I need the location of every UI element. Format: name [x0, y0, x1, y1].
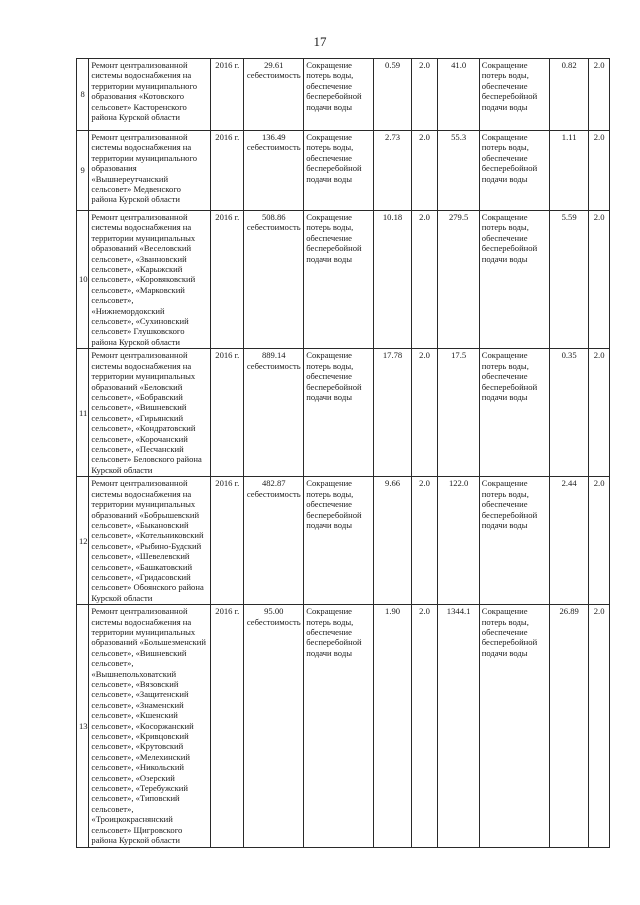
effect-cell: Сокращение потерь воды, обеспечение бесперебойной подачи воды [479, 131, 549, 211]
cost-cell [244, 477, 304, 605]
year-cell: 2016 г. [211, 131, 244, 211]
table-row [77, 131, 610, 211]
cost-label: себестоимость [246, 616, 301, 627]
value-cell: 5.59 [550, 211, 589, 349]
page-number: 17 [313, 34, 327, 49]
effect-cell: Сокращение потерь воды, обеспечение бесперебойной подачи воды [479, 59, 549, 131]
cost-label: себестоимость [246, 70, 301, 81]
row-number: 12 [77, 477, 89, 605]
effect-cell: Сокращение потерь воды, обеспечение бесперебойной подачи воды [304, 211, 374, 349]
value-cell: 1.11 [550, 131, 589, 211]
effect-cell: Сокращение потерь воды, обеспечение бесперебойной подачи воды [304, 131, 374, 211]
value-cell: 10.18 [374, 211, 411, 349]
cost-label: себестоимость [246, 488, 301, 499]
table-row [77, 605, 610, 847]
cost-label: себестоимость [246, 222, 301, 233]
effect-cell: Сокращение потерь воды, обеспечение бесперебойной подачи воды [479, 605, 549, 847]
effect-cell: Сокращение потерь воды, обеспечение бесперебойной подачи воды [304, 349, 374, 477]
cost-cell [244, 131, 304, 211]
value-cell: 2.0 [589, 131, 610, 211]
value-cell: 55.3 [438, 131, 479, 211]
value-cell: 2.0 [411, 59, 438, 131]
value-cell: 2.0 [411, 605, 438, 847]
value-cell: 2.0 [589, 59, 610, 131]
table-row [77, 211, 610, 349]
value-cell: 2.0 [589, 477, 610, 605]
value-cell: 0.35 [550, 349, 589, 477]
table-row [77, 59, 610, 131]
row-number: 13 [77, 605, 89, 847]
object-name: Ремонт централизованной системы водоснабжения на территории муниципальных образований «Бобрышевский сельсовет», «Быкановский сельсовет», «Котельниковский сельсовет», «Рыбино-Будский сельсовет», «Шевелевский сельсовет», «Башкатовский сельсовет», «Гридасовский сельсовет» Обоянского района Курской области [89, 477, 211, 605]
value-cell: 41.0 [438, 59, 479, 131]
object-name: Ремонт централизованной системы водоснабжения на территории муниципальных образований «Веселовский сельсовет», «Званновский сельсовет», «Карыжский сельсовет», «Коровяковский сельсовет», «Марковский сельсовет», «Нижнемордокский сельсовет», «Сухиновский сельсовет» Глушковского района Курской области [89, 211, 211, 349]
cost-cell [244, 211, 304, 349]
cost-cell [244, 605, 304, 847]
value-cell: 2.0 [411, 211, 438, 349]
value-cell: 2.0 [589, 605, 610, 847]
value-cell: 17.78 [374, 349, 411, 477]
cost-label: себестоимость [246, 360, 301, 371]
year-cell: 2016 г. [211, 477, 244, 605]
cost-value: 508.86 [261, 212, 286, 222]
row-number: 8 [77, 59, 89, 131]
value-cell: 2.0 [589, 349, 610, 477]
value-cell: 0.59 [374, 59, 411, 131]
table-row [77, 349, 610, 477]
object-name: Ремонт централизованной системы водоснабжения на территории муниципального образования «Котовского сельсовет» Касторенского района Курской области [89, 59, 211, 131]
value-cell: 0.82 [550, 59, 589, 131]
cost-value: 889.14 [261, 350, 286, 361]
row-number: 10 [77, 211, 89, 349]
row-number: 9 [77, 131, 89, 211]
value-cell: 2.0 [411, 349, 438, 477]
value-cell: 1.90 [374, 605, 411, 847]
value-cell: 26.89 [550, 605, 589, 847]
cost-label: себестоимость [246, 142, 301, 153]
object-name: Ремонт централизованной системы водоснабжения на территории муниципальных образований «Большезменский сельсовет», «Вишневский сельсовет», «Вышнепольховатский сельсовет», «Вязовский сельсовет», «Защитенский сельсовет», «Знаменский сельсовет», «Кшенский сельсовет», «Косоржанский сельсовет», «Кривцовский сельсовет», «Крутовский сельсовет», «Мелехинский сельсовет», «Никольский сельсовет», «Озерский сельсовет», «Теребужский сельсовет», «Типовский сельсовет», «Троицкокраснянский сельсовет» Щигровского района Курской области [89, 605, 211, 847]
table-row [77, 477, 610, 605]
value-cell: 122.0 [438, 477, 479, 605]
value-cell: 2.0 [411, 477, 438, 605]
year-cell: 2016 г. [211, 349, 244, 477]
cost-cell [244, 349, 304, 477]
object-name: Ремонт централизованной системы водоснабжения на территории муниципального образования «Вышнереутчанский сельсовет» Медвенского района Курской области [89, 131, 211, 211]
cost-value: 482.87 [261, 478, 286, 489]
effect-cell: Сокращение потерь воды, обеспечение бесперебойной подачи воды [304, 59, 374, 131]
effect-cell: Сокращение потерь воды, обеспечение бесперебойной подачи воды [304, 477, 374, 605]
value-cell: 17.5 [438, 349, 479, 477]
value-cell: 9.66 [374, 477, 411, 605]
effect-cell: Сокращение потерь воды, обеспечение бесперебойной подачи воды [479, 211, 549, 349]
year-cell: 2016 г. [211, 59, 244, 131]
effect-cell: Сокращение потерь воды, обеспечение бесперебойной подачи воды [479, 477, 549, 605]
cost-cell [244, 59, 304, 131]
value-cell: 2.0 [589, 211, 610, 349]
cost-value: 29.61 [264, 60, 284, 70]
value-cell: 2.73 [374, 131, 411, 211]
row-number: 11 [77, 349, 89, 477]
cost-value: 95.00 [264, 606, 284, 617]
value-cell: 279.5 [438, 211, 479, 349]
value-cell: 1344.1 [438, 605, 479, 847]
year-cell: 2016 г. [211, 211, 244, 349]
year-cell: 2016 г. [211, 605, 244, 847]
object-name: Ремонт централизованной системы водоснабжения на территории муниципальных образований «Беловский сельсовет», «Бобравский сельсовет», «Вишневский сельсовет», «Гирьянский сельсовет», «Кондратовский сельсовет», «Корочанский сельсовет», «Песчанский сельсовет» Беловского района Курской области [89, 349, 211, 477]
effect-cell: Сокращение потерь воды, обеспечение бесперебойной подачи воды [479, 349, 549, 477]
investment-table [76, 58, 610, 848]
cost-value: 136.49 [261, 132, 286, 142]
value-cell: 2.0 [411, 131, 438, 211]
effect-cell: Сокращение потерь воды, обеспечение бесперебойной подачи воды [304, 605, 374, 847]
value-cell: 2.44 [550, 477, 589, 605]
